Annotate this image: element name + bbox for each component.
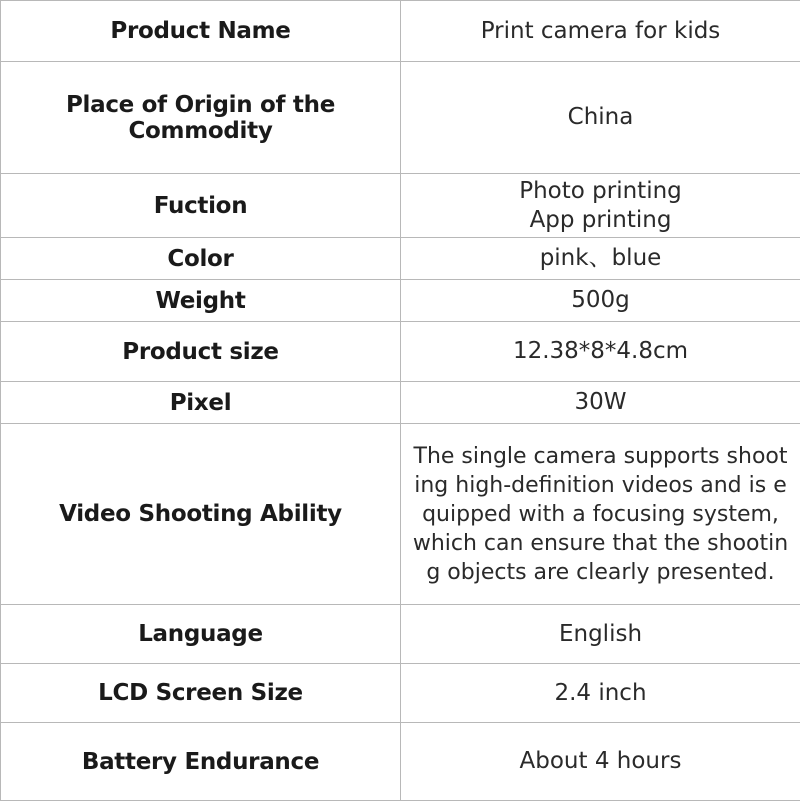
spec-value-line: Print camera for kids xyxy=(405,17,796,46)
spec-value-line: pink、blue xyxy=(405,244,796,273)
spec-value-line: which can ensure that the shootin xyxy=(403,529,798,558)
spec-row-pixel xyxy=(1,382,800,424)
spec-value xyxy=(401,322,800,382)
spec-value xyxy=(401,664,800,723)
spec-value-line: App printing xyxy=(405,206,796,235)
spec-value xyxy=(401,723,800,801)
spec-value xyxy=(401,280,800,322)
spec-value xyxy=(401,1,800,62)
spec-value-line: g objects are clearly presented. xyxy=(403,558,798,587)
spec-label: Place of Origin of the Commodity xyxy=(1,62,401,174)
spec-value-line: 2.4 inch xyxy=(405,679,796,708)
spec-row-product-size xyxy=(1,322,800,382)
spec-label: Language xyxy=(1,605,401,664)
spec-value xyxy=(401,62,800,174)
spec-value-line: 500g xyxy=(405,286,796,315)
spec-value xyxy=(401,238,800,280)
spec-value xyxy=(401,174,800,238)
spec-value-line: quipped with a focusing system, xyxy=(403,500,798,529)
spec-value-line: China xyxy=(405,103,796,132)
spec-row-color xyxy=(1,238,800,280)
spec-value-line: 12.38*8*4.8cm xyxy=(405,337,796,366)
spec-value-line: About 4 hours xyxy=(405,747,796,776)
spec-value-line: ing high-definition videos and is e xyxy=(403,471,798,500)
spec-label: Color xyxy=(1,238,401,280)
spec-value-line: Photo printing xyxy=(405,177,796,206)
spec-value xyxy=(401,424,800,605)
spec-value-line: 30W xyxy=(405,388,796,417)
spec-label: LCD Screen Size xyxy=(1,664,401,723)
spec-label: Product Name xyxy=(1,1,401,62)
spec-row-battery-endurance xyxy=(1,723,800,801)
spec-row-product-name xyxy=(1,1,800,62)
spec-value xyxy=(401,605,800,664)
spec-value-line: English xyxy=(405,620,796,649)
spec-label: Video Shooting Ability xyxy=(1,424,401,605)
spec-label: Battery Endurance xyxy=(1,723,401,801)
spec-row-video-shooting xyxy=(1,424,800,605)
spec-label: Pixel xyxy=(1,382,401,424)
spec-row-weight xyxy=(1,280,800,322)
spec-value-line: The single camera supports shoot xyxy=(403,442,798,471)
spec-label: Weight xyxy=(1,280,401,322)
spec-label: Fuction xyxy=(1,174,401,238)
spec-label: Product size xyxy=(1,322,401,382)
spec-row-place-of-origin xyxy=(1,62,800,174)
spec-row-function xyxy=(1,174,800,238)
spec-row-language xyxy=(1,605,800,664)
spec-value xyxy=(401,382,800,424)
spec-row-lcd-screen-size xyxy=(1,664,800,723)
